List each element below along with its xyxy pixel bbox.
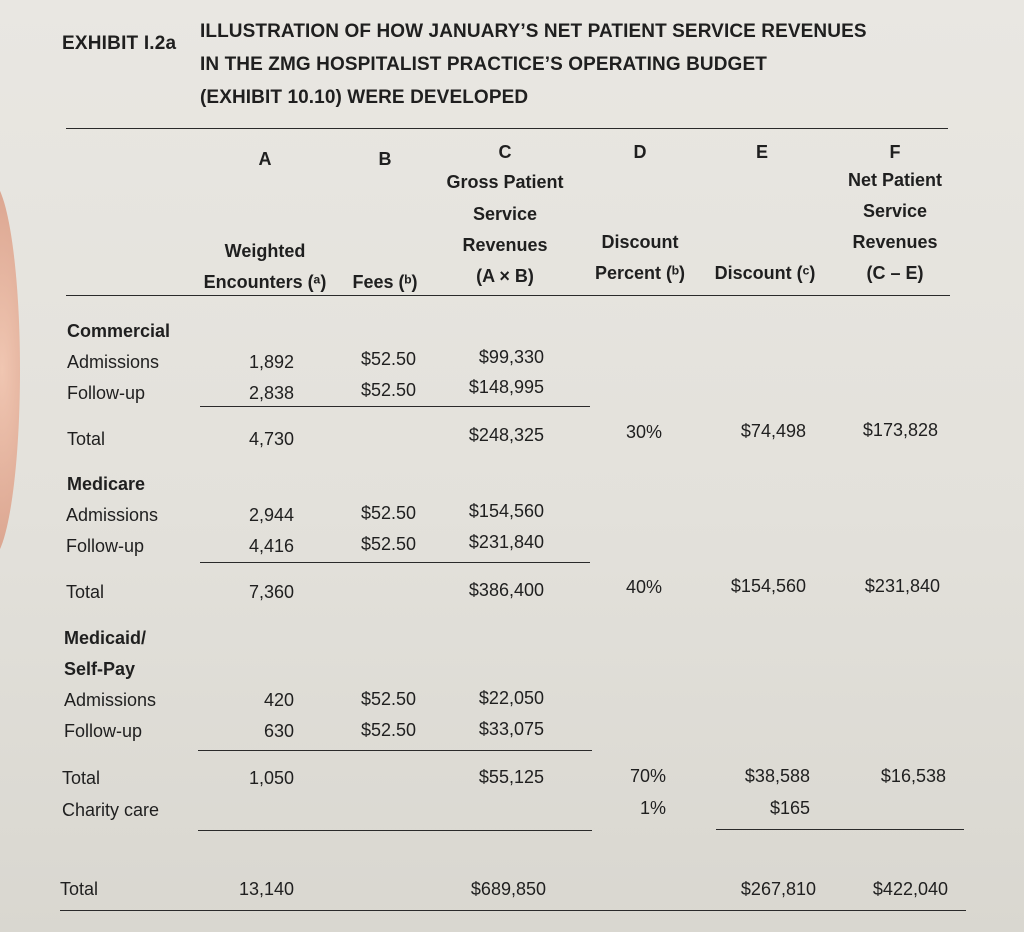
col-b-letter: B	[378, 149, 392, 169]
exhibit-title-line-3: (EXHIBIT 10.10) WERE DEVELOPED	[200, 87, 529, 108]
cell-c: $148,995	[468, 377, 544, 397]
cell-a: 2,838	[248, 383, 294, 403]
row-label: Admissions	[67, 352, 160, 372]
cell-f: $16,538	[880, 766, 946, 786]
col-a-letter: A	[258, 149, 272, 169]
col-a-line1: Weighted	[224, 241, 306, 261]
cell-f: $231,840	[864, 576, 940, 596]
cell-b: $52.50	[360, 503, 416, 523]
cell-c: $689,850	[470, 879, 546, 899]
section-heading: Medicaid/	[64, 628, 147, 648]
col-c-line1: Gross Patient	[446, 172, 564, 192]
cell-c: $55,125	[478, 767, 544, 787]
cell-a: 2,944	[248, 505, 294, 525]
row-label: Admissions	[66, 505, 159, 525]
cell-a: 7,360	[248, 582, 294, 602]
col-c-letter: C	[498, 142, 512, 162]
table-bottom-rule	[60, 910, 966, 911]
section-heading-cont: Self-Pay	[64, 659, 136, 679]
cell-c: $33,075	[478, 719, 544, 739]
header-bottom-rule	[66, 295, 950, 296]
col-f-letter: F	[889, 142, 901, 162]
cell-b: $52.50	[360, 720, 416, 740]
header-top-rule	[66, 128, 948, 129]
thumb-edge	[0, 180, 20, 560]
exhibit-label: EXHIBIT I.2a	[62, 33, 177, 54]
cell-f: $422,040	[872, 879, 948, 899]
cell-b: $52.50	[360, 349, 416, 369]
cell-c: $248,325	[468, 425, 544, 445]
cell-a: 1,050	[248, 768, 294, 788]
cell-c: $231,840	[468, 532, 544, 552]
col-f-line3: Revenues	[852, 232, 938, 252]
cell-e: $38,588	[744, 766, 810, 786]
cell-a: 1,892	[248, 352, 294, 372]
cell-c: $154,560	[468, 501, 544, 521]
cell-f: $173,828	[862, 420, 938, 440]
cell-a: 630	[263, 721, 294, 741]
row-label: Follow-up	[67, 383, 146, 403]
total-rule-right	[716, 829, 964, 830]
cell-e: $165	[769, 798, 810, 818]
col-c-line3: Revenues	[462, 235, 548, 255]
col-c-line4: (A × B)	[476, 266, 534, 286]
subtotal-rule	[200, 562, 590, 563]
subtotal-rule	[200, 406, 590, 407]
row-label: Admissions	[64, 690, 157, 710]
col-c-line2: Service	[472, 204, 538, 224]
cell-e: $154,560	[730, 576, 806, 596]
cell-a: 4,730	[248, 429, 294, 449]
cell-d: 1%	[639, 798, 666, 818]
cell-e: $74,498	[740, 421, 806, 441]
exhibit-title-line-1: ILLUSTRATION OF HOW JANUARY’S NET PATIENT SERVICE REVENUES	[200, 21, 867, 42]
col-d-line2: Percent (ᵇ)	[594, 263, 686, 283]
row-label: Total	[66, 582, 105, 602]
subtotal-rule	[198, 750, 592, 751]
col-a-line2: Encounters (ᵃ)	[203, 272, 327, 292]
cell-b: $52.50	[360, 380, 416, 400]
col-e-letter: E	[755, 142, 768, 162]
cell-b: $52.50	[360, 689, 416, 709]
cell-d: 30%	[625, 422, 662, 442]
col-d-line1: Discount	[601, 232, 679, 252]
row-label: Charity care	[62, 800, 160, 820]
row-label: Total	[62, 768, 101, 788]
section-heading: Medicare	[67, 474, 146, 494]
cell-b: $52.50	[360, 534, 416, 554]
col-f-line4: (C – E)	[866, 263, 924, 283]
section-heading: Commercial	[67, 321, 171, 341]
exhibit-title-line-2: IN THE ZMG HOSPITALIST PRACTICE’S OPERATING BUDGET	[200, 54, 767, 75]
col-e-line1: Discount (ᶜ)	[714, 263, 816, 283]
cell-e: $267,810	[740, 879, 816, 899]
col-b-line1: Fees (ᵇ)	[352, 272, 418, 292]
col-f-line1: Net Patient	[847, 170, 943, 190]
cell-a: 420	[263, 690, 294, 710]
col-d-letter: D	[633, 142, 647, 162]
cell-a: 4,416	[248, 536, 294, 556]
total-rule-left	[198, 830, 592, 831]
row-label: Total	[67, 429, 106, 449]
cell-c: $99,330	[478, 347, 544, 367]
cell-c: $386,400	[468, 580, 544, 600]
exhibit-title	[200, 15, 867, 114]
cell-c: $22,050	[478, 688, 544, 708]
row-label: Follow-up	[64, 721, 143, 741]
cell-d: 70%	[629, 766, 666, 786]
col-f-line2: Service	[862, 201, 928, 221]
row-label: Total	[60, 879, 99, 899]
cell-a: 13,140	[238, 879, 294, 899]
cell-d: 40%	[625, 577, 662, 597]
row-label: Follow-up	[66, 536, 145, 556]
